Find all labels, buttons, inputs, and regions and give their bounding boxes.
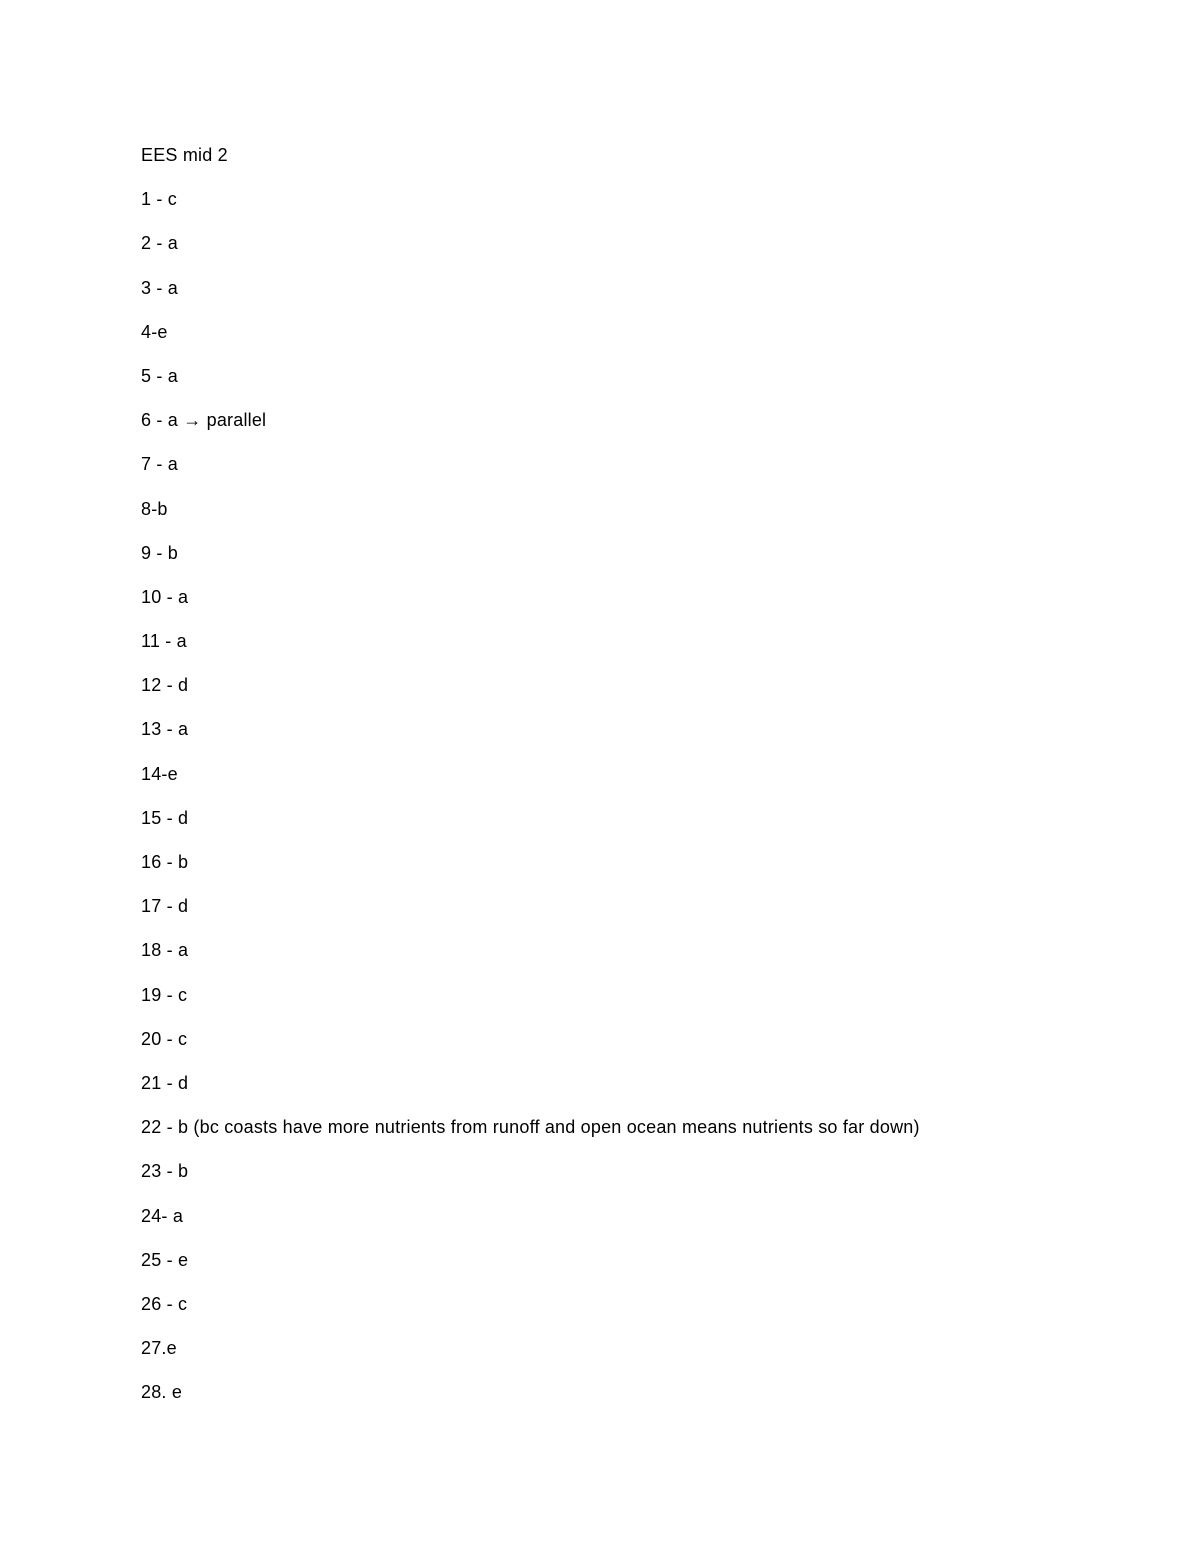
answer-text: 6 - a	[141, 410, 184, 431]
answer-line: 13 - a	[141, 719, 189, 740]
answer-line: 23 - b	[141, 1161, 189, 1182]
answer-line: 26 - c	[141, 1293, 188, 1314]
answer-line: 18 - a	[141, 940, 189, 961]
answer-note: parallel	[201, 410, 267, 431]
arrow-right-icon: →	[183, 410, 202, 431]
answer-line: 3 - a	[141, 277, 179, 298]
answer-line: 5 - a	[141, 365, 179, 386]
answer-line: 12 - d	[141, 675, 189, 696]
answer-line: 27.e	[141, 1338, 177, 1359]
answer-line: 14-e	[141, 763, 178, 784]
answer-line: 2 - a	[141, 233, 179, 254]
answer-line: 28. e	[141, 1382, 183, 1403]
answer-line: 4-e	[141, 321, 168, 342]
answer-line: 11 - a	[141, 631, 187, 652]
answer-line: 22 - b (bc coasts have more nutrients from runoff and open ocean means nutrients so far down)	[141, 1117, 920, 1138]
answer-line: 25 - e	[141, 1249, 189, 1270]
document-body	[141, 142, 1141, 1423]
answer-line: 24- a	[141, 1205, 184, 1226]
answer-line: 7 - a	[141, 454, 179, 475]
document-title: EES mid 2	[141, 145, 228, 165]
answer-line	[141, 407, 1141, 451]
answer-line: 16 - b	[141, 852, 189, 872]
answer-line: 17 - d	[141, 896, 189, 917]
answer-line: 1 - c	[141, 189, 178, 210]
answer-line: 21 - d	[141, 1072, 189, 1093]
answer-line: 15 - d	[141, 807, 189, 828]
answer-line: 10 - a	[141, 586, 189, 607]
answer-line: 20 - c	[141, 1028, 188, 1049]
answer-line: 19 - c	[141, 984, 188, 1005]
answer-line: 9 - b	[141, 542, 179, 563]
answer-line: 8-b	[141, 498, 168, 519]
